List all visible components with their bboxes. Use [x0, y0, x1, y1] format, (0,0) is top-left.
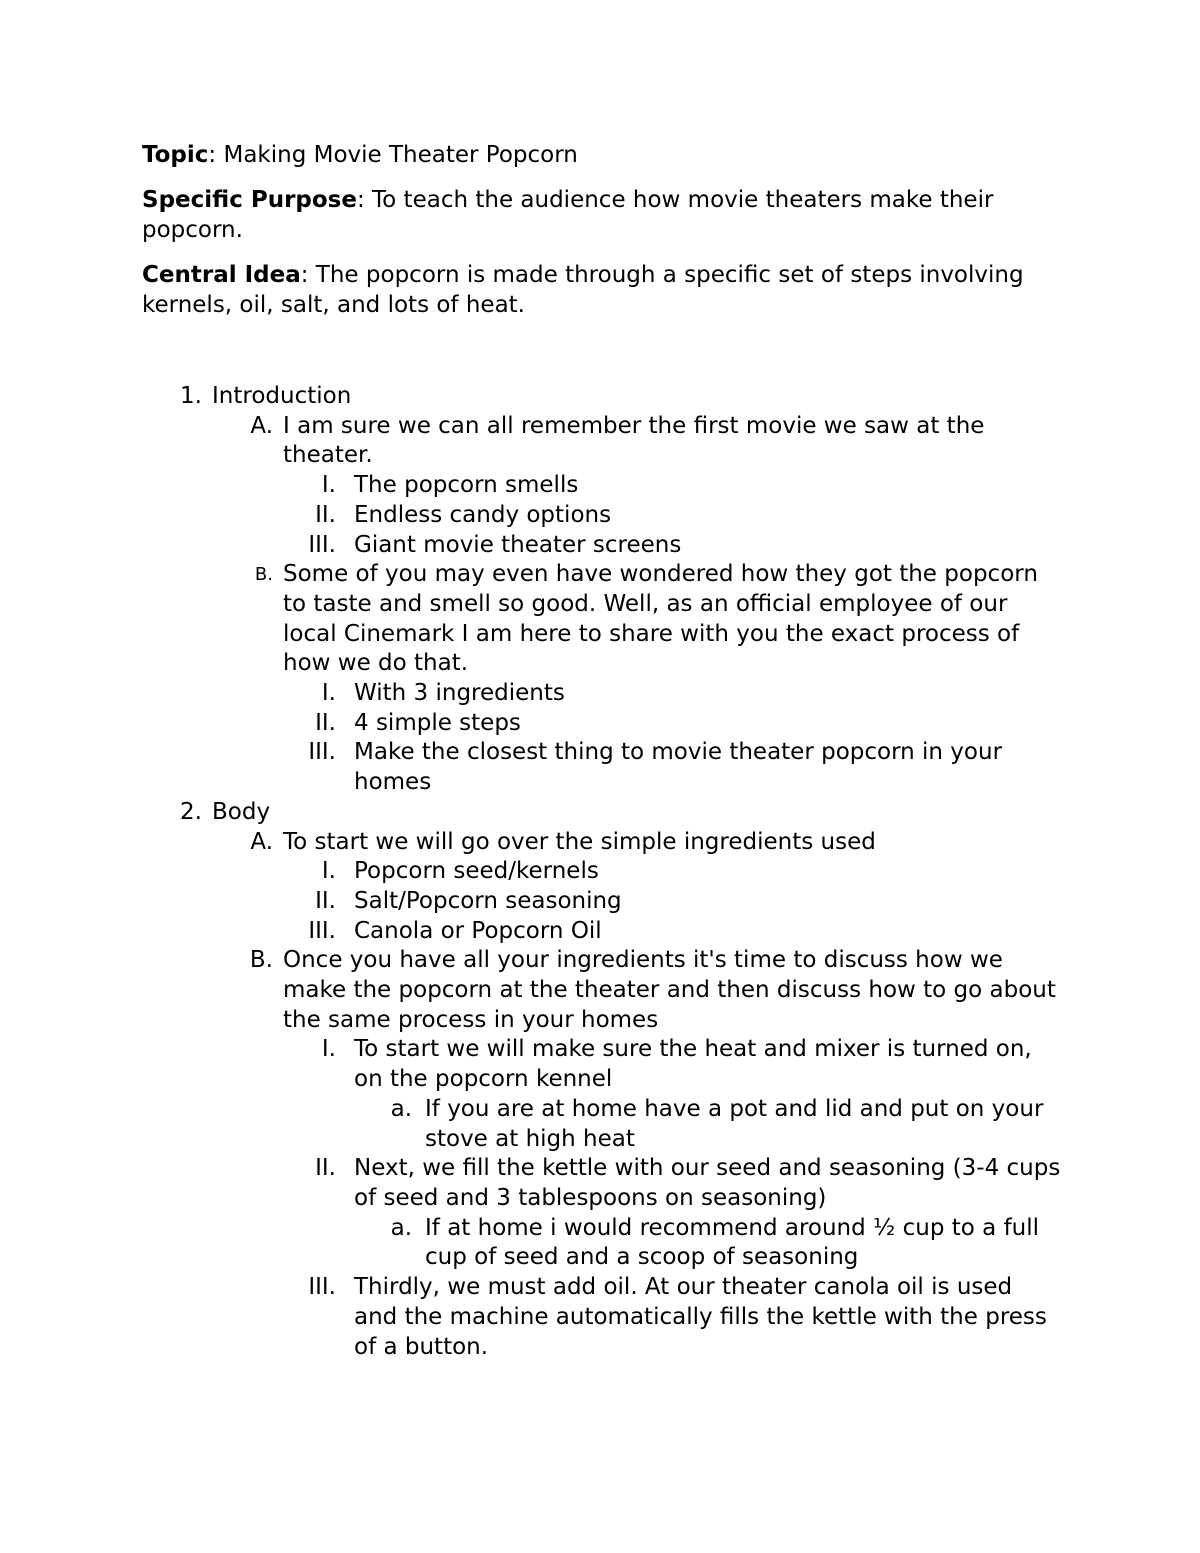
outline-item-intro-b-ii: [142, 709, 1062, 739]
topic-value: : Making Movie Theater Popcorn: [208, 142, 578, 168]
outline-text: Once you have all your ingredients it's time to discuss how we make the popcorn at the theater and then discuss how to go about the same process in your homes: [283, 947, 1056, 1033]
outline-roman: III.: [308, 917, 336, 944]
outline-item-body-a-i: [142, 857, 1062, 887]
outline-letter: A.: [250, 828, 273, 855]
central-idea-label: Central Idea: [142, 262, 301, 288]
central-idea-value: : The popcorn is made through a specific set of steps involving kernels, oil, salt, and lots of heat.: [142, 262, 1024, 318]
specific-purpose-label: Specific Purpose: [142, 187, 357, 213]
outline-text: Make the closest thing to movie theater popcorn in your homes: [354, 739, 1003, 796]
outline-roman: III.: [308, 1274, 336, 1301]
outline-number: 1.: [180, 383, 202, 409]
outline-text: I am sure we can all remember the first movie we saw at the theater.: [283, 412, 985, 469]
outline-item-body-b-i: [142, 1035, 1062, 1094]
speech-outline: [142, 382, 1062, 1362]
outline-roman: II.: [315, 1155, 336, 1182]
outline-item-intro-b-iii: [142, 738, 1062, 797]
outline-roman: III.: [308, 531, 336, 558]
outline-item-intro-b-i: [142, 679, 1062, 709]
outline-roman: II.: [315, 501, 336, 528]
outline-text: Introduction: [212, 383, 352, 409]
outline-text: The popcorn smells: [354, 472, 579, 499]
outline-item-introduction: [142, 382, 1062, 412]
document-content: [142, 140, 1062, 1362]
outline-text: If you are at home have a pot and lid and put on your stove at high heat: [425, 1095, 1044, 1152]
specific-purpose-value: : To teach the audience how movie theaters make their popcorn.: [142, 187, 994, 243]
outline-item-intro-b: [142, 560, 1062, 679]
outline-sub-letter: a.: [390, 1214, 412, 1241]
outline-roman: I.: [321, 680, 336, 707]
outline-roman: I.: [321, 858, 336, 885]
outline-item-body-a-ii: [142, 887, 1062, 917]
outline-text: Body: [212, 798, 271, 825]
outline-item-intro-a-iii: [142, 531, 1062, 561]
outline-text: If at home i would recommend around ½ cup to a full cup of seed and a scoop of seasoning: [425, 1214, 1040, 1271]
outline-item-body-b-i-a: [142, 1095, 1062, 1154]
outline-letter: A.: [250, 412, 273, 439]
specific-purpose-line: [142, 185, 1062, 245]
outline-text: Popcorn seed/kernels: [354, 858, 599, 885]
central-idea-line: [142, 260, 1062, 320]
outline-text: With 3 ingredients: [354, 680, 565, 707]
outline-item-body-b-ii-a: [142, 1214, 1062, 1273]
outline-number: 2.: [180, 798, 202, 825]
outline-text: Endless candy options: [354, 501, 612, 528]
outline-item-body-b-ii: [142, 1154, 1062, 1213]
outline-item-body-a-iii: [142, 917, 1062, 947]
outline-item-body-b: [142, 946, 1062, 1035]
outline-roman: I.: [321, 472, 336, 499]
outline-text: Some of you may even have wondered how they got the popcorn to taste and smell so good. Well, as an official employee of our local Cinemark I am here to share with you the exact process of how we do that.: [283, 561, 1038, 677]
outline-item-body: [142, 798, 1062, 828]
outline-text: Giant movie theater screens: [354, 531, 682, 558]
outline-roman: II.: [315, 887, 336, 914]
outline-sub-letter: a.: [390, 1095, 412, 1122]
outline-roman: III.: [308, 739, 336, 766]
outline-letter: B.: [254, 564, 273, 586]
topic-label: Topic: [142, 142, 209, 168]
outline-item-intro-a-ii: [142, 501, 1062, 531]
outline-item-body-b-iii: [142, 1273, 1062, 1362]
outline-text: To start we will go over the simple ingredients used: [283, 828, 876, 855]
outline-text: Thirdly, we must add oil. At our theater canola oil is used and the machine automatically fills the kettle with the press of a button.: [354, 1274, 1047, 1360]
topic-line: [142, 140, 1062, 170]
outline-letter: B.: [249, 947, 273, 974]
outline-roman: I.: [321, 1036, 336, 1063]
outline-text: 4 simple steps: [354, 709, 521, 736]
outline-item-body-a: [142, 828, 1062, 858]
outline-text: Salt/Popcorn seasoning: [354, 887, 622, 914]
outline-text: Canola or Popcorn Oil: [354, 917, 602, 944]
outline-text: Next, we fill the kettle with our seed and seasoning (3-4 cups of seed and 3 tablespoons on seasoning): [354, 1155, 1061, 1211]
outline-text: To start we will make sure the heat and mixer is turned on, on the popcorn kennel: [354, 1036, 1032, 1093]
outline-item-intro-a-i: [142, 471, 1062, 501]
outline-item-intro-a: [142, 412, 1062, 471]
outline-roman: II.: [315, 709, 336, 736]
